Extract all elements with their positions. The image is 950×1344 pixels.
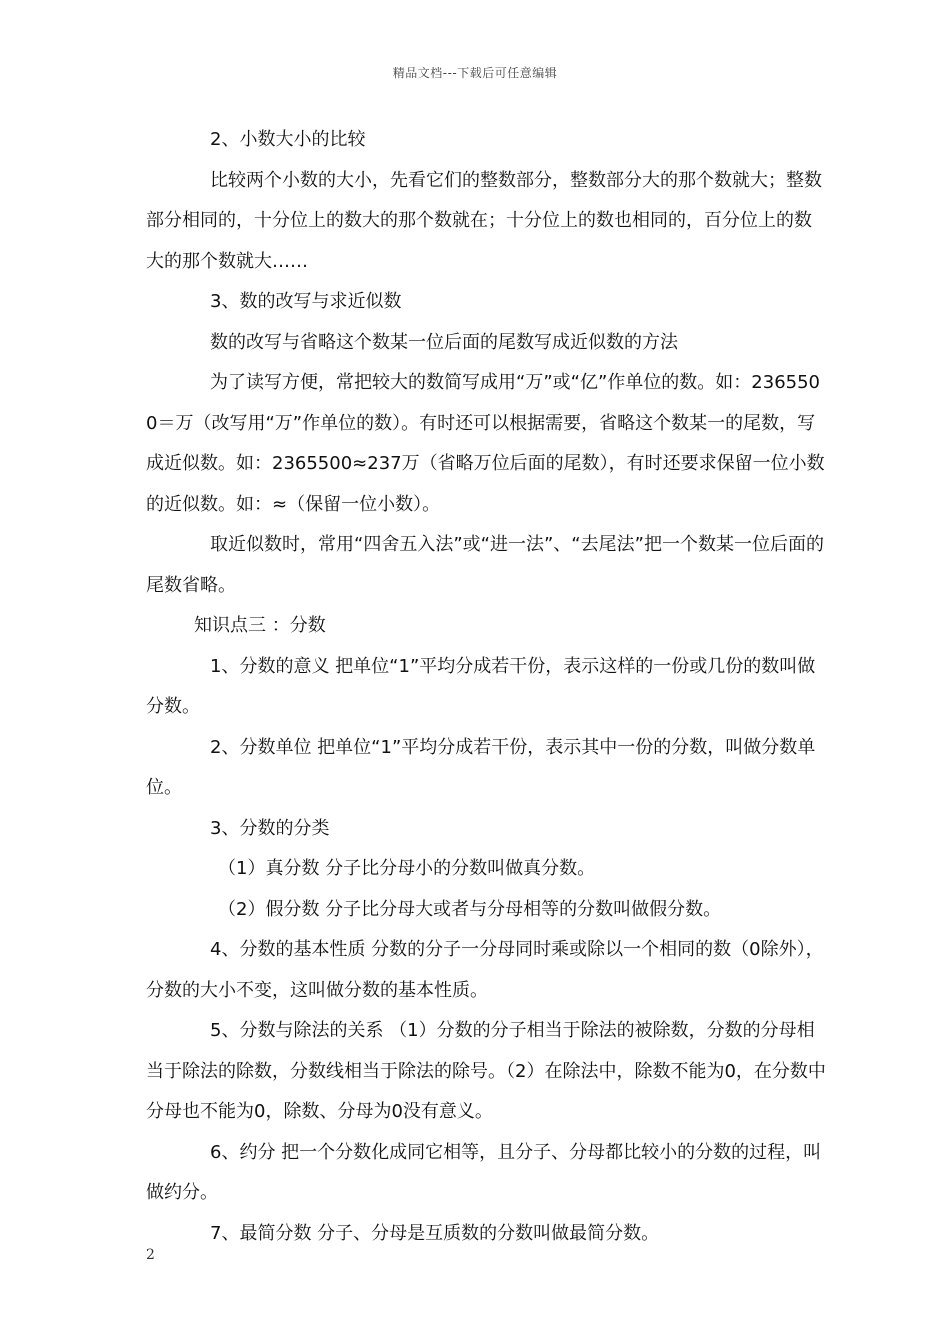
paragraph-reduction: 6、约分 把一个分数化成同它相等，且分子、分母都比较小的分数的过程，叫做约分。 bbox=[146, 1141, 822, 1203]
paragraph-approx-rules: 取近似数时，常用“四舍五入法”或“进一法”、“去尾法”把一个数某一位后面的尾数省略。 bbox=[146, 534, 824, 596]
paragraph-proper-fraction: （1）真分数 分子比分母小的分数叫做真分数。 bbox=[218, 858, 596, 879]
section-heading-knowledge-3: 知识点三 ：分数 bbox=[194, 615, 326, 636]
page-number: 2 bbox=[146, 1247, 155, 1263]
page-header: 精品文档---下载后可任意编辑 bbox=[392, 66, 558, 80]
paragraph-fraction-property: 4、分数的基本性质 分数的分子一分母同时乘或除以一个相同的数（0除外），分数的大小不变，这叫做分数的基本性质。 bbox=[146, 939, 824, 1001]
paragraph-improper-fraction: （2）假分数 分子比分母大或者与分母相等的分数叫做假分数。 bbox=[218, 898, 722, 920]
paragraph-fraction-division: 5、分数与除法的关系 （1）分数的分子相当于除法的被除数，分数的分母相当于除法的除数，分数线相当于除法的除号。（2）在除法中，除数不能为0，在分数中分母也不能为0，除数、分母为0没有意义。 bbox=[146, 1020, 826, 1122]
paragraph-rewrite-example: 为了读写方便，常把较大的数简写成用“万”或“亿”作单位的数。如：2365500＝万（改写用“万”作单位的数）。有时还可以根据需要，省略这个数某一的尾数，写成近似数。如：2365500≈237万（省略万位后面的尾数），有时还要求保留一位小数的近似数。如：≈（保留一位小数）。 bbox=[146, 372, 825, 515]
section-heading-rewrite-approx: 3、数的改写与求近似数 bbox=[210, 291, 402, 312]
section-heading-fraction-types: 3、分数的分类 bbox=[210, 817, 330, 839]
paragraph-simplest-fraction: 7、最简分数 分子、分母是互质数的分数叫做最简分数。 bbox=[210, 1222, 660, 1244]
section-heading-decimal-compare: 2、小数大小的比较 bbox=[210, 129, 366, 150]
document-body bbox=[146, 120, 826, 1254]
paragraph-rewrite-method: 数的改写与省略这个数某一位后面的尾数写成近似数的方法 bbox=[210, 331, 678, 353]
paragraph-fraction-unit: 2、分数单位 把单位“1”平均分成若干份，表示其中一份的分数，叫做分数单位。 bbox=[146, 736, 816, 798]
paragraph-decimal-compare: 比较两个小数的大小，先看它们的整数部分，整数部分大的那个数就大；整数部分相同的，十分位上的数大的那个数就在；十分位上的数也相同的，百分位上的数大的那个数就大…… bbox=[146, 169, 822, 272]
paragraph-fraction-meaning: 1、分数的意义 把单位“1”平均分成若干份，表示这样的一份或几份的数叫做分数。 bbox=[146, 655, 816, 717]
